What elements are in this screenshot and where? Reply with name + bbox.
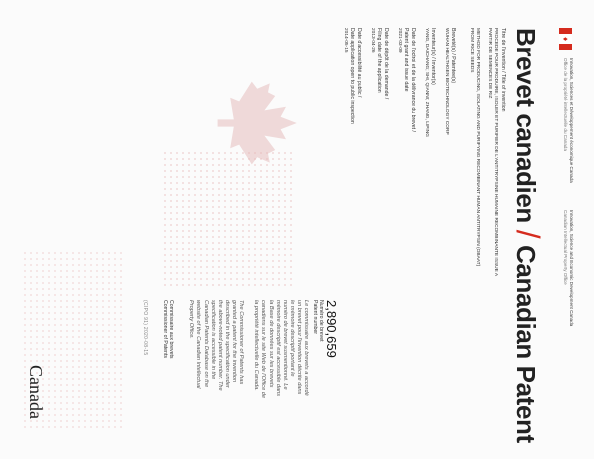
patentee-value: WUHAN HEALTHGEN BIOTECHNOLOGY CORP xyxy=(444,28,449,135)
open-label-1: Date d'accessibilité au public / xyxy=(356,28,362,98)
patent-number-block xyxy=(311,300,339,358)
invention-en: METHOD FOR PRODUCING, ISOLATING AND PURIFYING RECOMBINANT HUMAN ANTITRYPSIN (OBAAT) FROM RICE SEEDS xyxy=(469,28,480,267)
grant-label-2: Patent grant and issue date xyxy=(403,28,409,92)
title-english: Canadian Patent xyxy=(511,245,541,443)
title-divider: / xyxy=(510,229,546,239)
inventor-label: Inventeur(s) / Inventor(s) xyxy=(430,28,436,85)
patentee-label: Breveté(s) / Patentee(s) xyxy=(450,28,456,84)
department-en: Innovation, Science and Economic Development Canada Canadian Intellectual Property Office xyxy=(563,210,574,327)
grant-value: 2021-03-09 xyxy=(397,28,402,53)
inventor-value: YANG, DAICHANG; SHI, QIANNI; ZHANG, LIPING xyxy=(424,28,429,137)
title-french: Brevet canadien xyxy=(511,28,541,223)
filing-label-1: Date de dépôt de la demande / xyxy=(383,28,389,100)
canada-flag-icon: ♦ xyxy=(559,28,572,50)
filing-label-2: Filing date of the application xyxy=(376,28,382,93)
open-value: 2014-05-15 xyxy=(343,28,348,53)
patent-number: 2,890,659 xyxy=(324,300,339,358)
page-title xyxy=(509,28,546,443)
dot-pattern xyxy=(164,150,294,290)
signature-en: Commissioner of Patents xyxy=(161,300,168,358)
grant-label-1: Date de l'octroi et de la délivrance du brevet / xyxy=(410,28,416,132)
filing-value: 2013-04-26 xyxy=(370,28,375,53)
department-fr: Innovation, Sciences et Développement économique Canada Office de la propriété intellectuelle du Canada xyxy=(563,58,574,183)
signature-fr: Commissaire aux brevets xyxy=(168,300,174,359)
signature-block xyxy=(161,300,174,359)
patent-number-label-en: Patent number xyxy=(311,300,318,335)
invention-label: Titre de l'invention / Title of invention xyxy=(500,28,506,112)
statement-en: The Commissioner of Patents has granted a patent for the invention described in the specification under the above-noted patent number. The specification is accessible in the Canadian Patents Database on the website of the Canadian Intellectual Property Office. xyxy=(188,300,244,391)
form-code: (CIPO 91) 2020-08-15 xyxy=(142,300,148,356)
invention-fr: PROCEDE POUR PRODUIRE, ISOLER ET PURIFIER DE L'ANTITRYPSINE HUMAINE RECOMBINANTE ISSUE A PARTIR DE SEMENCES DE RIZ xyxy=(487,28,498,276)
canada-wordmark: Canada xyxy=(26,365,46,419)
statement-fr: Le commissaire aux brevets a accordé un brevet pour l'invention décrite dans le mémoire descriptif portant le numéro de brevet susmentionné. Le mémoire descriptif est accessible dans la Base de données sur les brevets canadiens sur le site Web de l'Office de la propriété intellectuelle du Canada. xyxy=(253,300,309,398)
patent-number-label-fr: Numéro de brevet xyxy=(318,300,324,342)
open-label-2: Date application open to public inspection xyxy=(349,28,355,124)
